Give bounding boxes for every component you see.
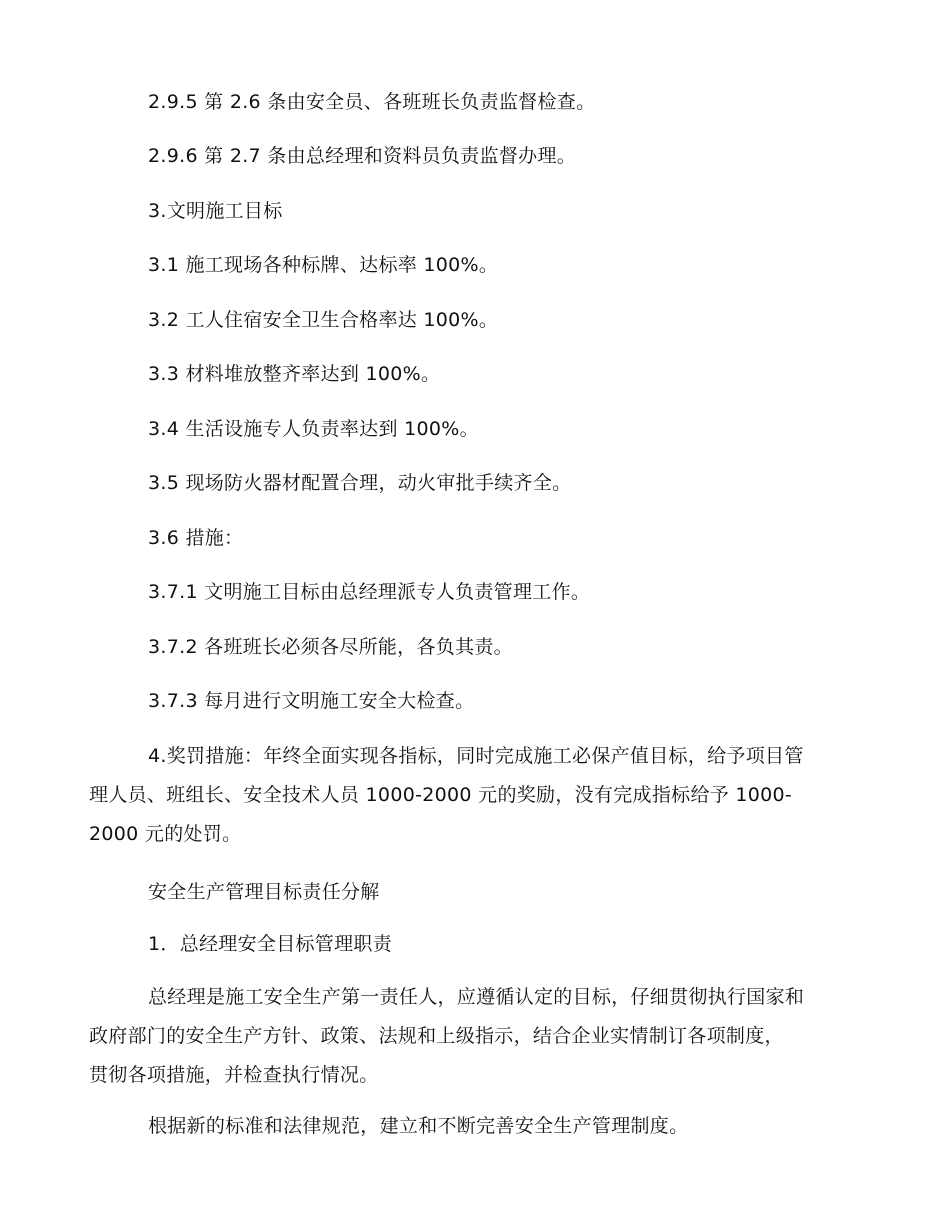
text-line-2-9-6: 2.9.6 第 2.7 条由总经理和资料员负责监督办理。 — [148, 145, 577, 167]
gm-line-3: 贯彻各项措施，并检查执行情况。 — [89, 1064, 379, 1086]
text-line-3-1: 3.1 施工现场各种标牌、达标率 100%。 — [148, 254, 499, 276]
text-line-last: 根据新的标准和法律规范，建立和不断完善安全生产管理制度。 — [148, 1115, 689, 1137]
heading-civilized-construction: 3.文明施工目标 — [148, 200, 283, 222]
gm-responsibility-paragraph — [89, 978, 864, 1095]
gm-line-2: 政府部门的安全生产方针、政策、法规和上级指示，结合企业实情制订各项制度， — [89, 1025, 784, 1047]
text-line-3-2: 3.2 工人住宿安全卫生合格率达 100%。 — [148, 309, 499, 331]
subsection-title: 1．总经理安全目标管理职责 — [148, 933, 392, 955]
reward-line-2: 理人员、班组长、安全技术人员 1000-2000 元的奖励，没有完成指标给予 1000- — [89, 784, 793, 806]
text-line-2-9-5: 2.9.5 第 2.6 条由安全员、各班班长负责监督检查。 — [148, 91, 596, 113]
reward-line-3: 2000 元的处罚。 — [89, 823, 242, 845]
reward-line-1: 4.奖罚措施：年终全面实现各指标，同时完成施工必保产值目标，给予项目管 — [148, 745, 804, 767]
reward-paragraph — [89, 737, 864, 854]
text-line-3-4: 3.4 生活设施专人负责率达到 100%。 — [148, 418, 479, 440]
text-line-3-6: 3.6 措施： — [148, 527, 244, 549]
gm-line-1: 总经理是施工安全生产第一责任人，应遵循认定的目标，仔细贯彻执行国家和 — [148, 986, 805, 1008]
text-line-3-7-2: 3.7.2 各班班长必须各尽所能，各负其责。 — [148, 636, 513, 658]
text-line-3-7-1: 3.7.1 文明施工目标由总经理派专人负责管理工作。 — [148, 581, 591, 603]
text-line-3-7-3: 3.7.3 每月进行文明施工安全大检查。 — [148, 690, 475, 712]
text-line-3-5: 3.5 现场防火器材配置合理，动火审批手续齐全。 — [148, 472, 572, 494]
section-title: 安全生产管理目标责任分解 — [148, 881, 380, 903]
text-line-3-3: 3.3 材料堆放整齐率达到 100%。 — [148, 363, 441, 385]
